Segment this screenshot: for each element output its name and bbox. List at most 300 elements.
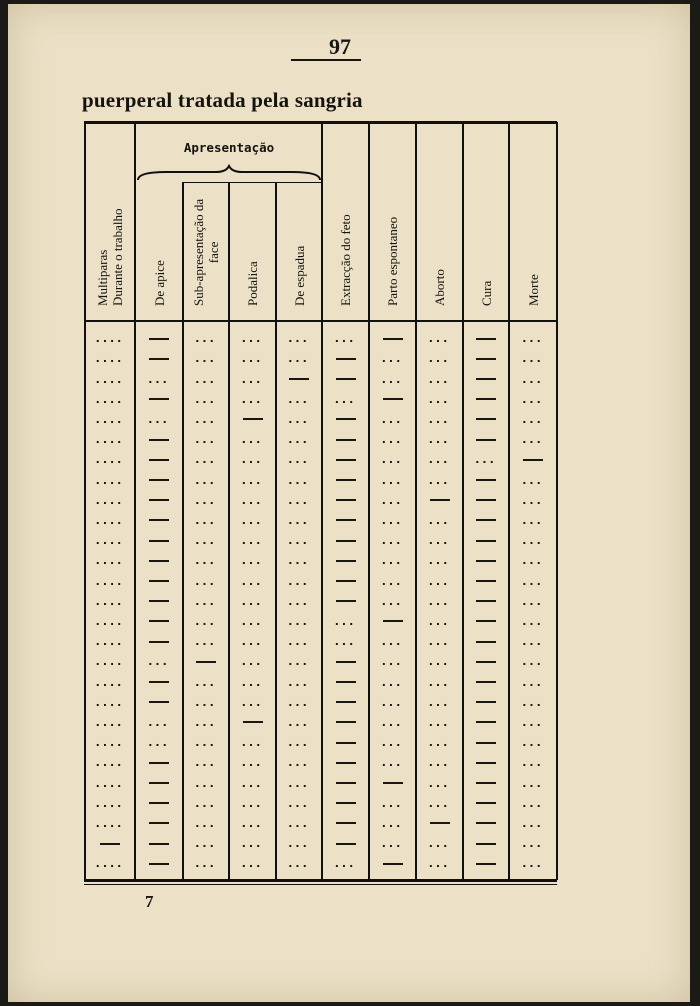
dash-mark [336, 519, 356, 521]
table-cell [136, 570, 182, 591]
table-cell [136, 591, 182, 612]
dot-leader: ... [288, 554, 310, 568]
dot-leader: .... [95, 796, 125, 810]
table-cell [417, 752, 462, 773]
table-cell [184, 510, 228, 531]
table-cell [230, 631, 275, 652]
dash-mark [149, 358, 169, 360]
dash-mark [476, 580, 496, 582]
dot-leader: ... [428, 635, 451, 649]
table-title: puerperal tratada pela sangria [82, 88, 363, 112]
table-cell [86, 328, 134, 349]
dot-leader: ... [522, 433, 544, 447]
table-cell [464, 772, 508, 793]
dot-leader: ... [522, 332, 544, 346]
dash-mark [336, 802, 356, 804]
table-cell [510, 692, 556, 713]
dot-leader: ... [241, 352, 264, 366]
table-cell [136, 772, 182, 793]
table-cell [323, 328, 368, 349]
table-cell [136, 732, 182, 753]
table-cell [370, 591, 415, 612]
table-cell [464, 611, 508, 632]
dot-leader: ... [522, 534, 544, 548]
table-cell [184, 651, 228, 672]
table-cell [277, 368, 321, 389]
column-header-parto-espontaneo [370, 138, 415, 314]
table-cell [323, 833, 368, 854]
dot-leader: ... [148, 655, 170, 669]
table-cell [86, 611, 134, 632]
table-cell [86, 570, 134, 591]
column-rule [556, 122, 558, 880]
column-header-de-apice [136, 138, 182, 314]
table-cell [136, 550, 182, 571]
dot-leader: ... [241, 776, 264, 790]
dash-mark [149, 459, 169, 461]
dot-leader: ... [288, 816, 310, 830]
dot-leader: ... [241, 756, 264, 770]
table-cell [277, 348, 321, 369]
dot-leader: ... [522, 513, 544, 527]
column-header-text: Parto espontaneo [385, 216, 400, 306]
dash-mark [149, 843, 169, 845]
table-cell [230, 712, 275, 733]
table-cell [323, 692, 368, 713]
dot-leader: ... [195, 493, 217, 507]
dash-mark [523, 459, 543, 461]
dash-mark [476, 600, 496, 602]
table-cell [370, 570, 415, 591]
dot-leader: ... [381, 513, 404, 527]
table-cell [86, 469, 134, 490]
dot-leader: ... [428, 372, 451, 386]
dot-leader: ... [522, 736, 544, 750]
table-cell [86, 793, 134, 814]
table-cell [277, 752, 321, 773]
dash-mark [100, 843, 120, 845]
table-cell [417, 389, 462, 410]
table-cell [510, 772, 556, 793]
dot-leader: ... [428, 857, 451, 871]
dot-leader: ... [241, 614, 264, 628]
table-cell [510, 752, 556, 773]
table-cell [370, 692, 415, 713]
dot-leader: ... [241, 736, 264, 750]
table-cell [277, 490, 321, 511]
table-cell [464, 449, 508, 470]
table-cell [417, 368, 462, 389]
table-cell [86, 692, 134, 713]
table-cell [230, 389, 275, 410]
dash-mark [476, 681, 496, 683]
table-cell [370, 429, 415, 450]
table-cell [323, 409, 368, 430]
table-cell [230, 510, 275, 531]
dash-mark [336, 439, 356, 441]
dot-leader: ... [381, 715, 404, 729]
dot-leader: ... [195, 453, 217, 467]
dash-mark [196, 661, 216, 663]
table-cell [230, 550, 275, 571]
dash-mark [476, 560, 496, 562]
table-cell [510, 631, 556, 652]
dot-leader: ... [381, 695, 404, 709]
table-cell [510, 389, 556, 410]
table-cell [230, 732, 275, 753]
dash-mark [476, 358, 496, 360]
dot-leader: ... [195, 756, 217, 770]
dot-leader: .... [95, 352, 125, 366]
table-cell [370, 550, 415, 571]
dot-leader: ... [428, 433, 451, 447]
table-cell [277, 510, 321, 531]
table-cell [277, 389, 321, 410]
dot-leader: ... [241, 857, 264, 871]
dot-leader: ... [334, 332, 357, 346]
table-cell [136, 490, 182, 511]
table-cell [464, 469, 508, 490]
table-cell [184, 409, 228, 430]
table-cell [370, 813, 415, 834]
table-cell [184, 611, 228, 632]
table-cell [277, 813, 321, 834]
table-cell [417, 449, 462, 470]
dot-leader: .... [95, 816, 125, 830]
dot-leader: ... [288, 332, 310, 346]
table-cell [464, 591, 508, 612]
dot-leader: ... [288, 614, 310, 628]
dash-mark [476, 641, 496, 643]
table-cell [323, 631, 368, 652]
column-header-text: Aborto [432, 269, 447, 306]
table-cell [136, 409, 182, 430]
table-cell [323, 772, 368, 793]
dash-mark [476, 338, 496, 340]
table-cell [510, 510, 556, 531]
column-header-text: Sub-apresentação da [191, 198, 206, 306]
dot-leader: ... [241, 433, 264, 447]
dot-leader: ... [241, 372, 264, 386]
dot-leader: ... [522, 695, 544, 709]
table-cell [277, 611, 321, 632]
dash-mark [149, 580, 169, 582]
dot-leader: ... [148, 715, 170, 729]
table-cell [230, 348, 275, 369]
table-cell [184, 328, 228, 349]
table-cell [86, 732, 134, 753]
dot-leader: ... [288, 453, 310, 467]
table-cell [323, 712, 368, 733]
table-cell [184, 570, 228, 591]
table-cell [230, 692, 275, 713]
column-header-text: Podalica [245, 261, 260, 306]
table-cell [464, 651, 508, 672]
table-cell [323, 793, 368, 814]
table-cell [184, 712, 228, 733]
dot-leader: ... [522, 655, 544, 669]
dot-leader: ... [288, 715, 310, 729]
table-cell [370, 833, 415, 854]
dot-leader: ... [195, 675, 217, 689]
dot-leader: ... [288, 655, 310, 669]
dot-leader: ... [288, 513, 310, 527]
dot-leader: ... [428, 594, 451, 608]
column-header-multiparas-durante [86, 138, 134, 314]
table-cell [136, 389, 182, 410]
table-cell [230, 752, 275, 773]
dot-leader: ... [241, 392, 264, 406]
column-header-text: face [206, 241, 221, 264]
table-cell [136, 651, 182, 672]
table-cell [86, 671, 134, 692]
dot-leader: ... [195, 857, 217, 871]
table-cell [86, 449, 134, 470]
dot-leader: ... [381, 594, 404, 608]
column-header-cura [464, 138, 508, 314]
table-cell [277, 712, 321, 733]
table-cell [323, 490, 368, 511]
dot-leader: ... [195, 352, 217, 366]
dot-leader: ... [288, 433, 310, 447]
table-cell [417, 772, 462, 793]
table-cell [464, 732, 508, 753]
page-number-rule [291, 59, 361, 61]
table-cell [230, 490, 275, 511]
table-cell [184, 389, 228, 410]
table-cell [417, 490, 462, 511]
table-cell [86, 389, 134, 410]
table-cell [230, 651, 275, 672]
dot-leader: ... [241, 594, 264, 608]
table-cell [136, 611, 182, 632]
table-cell [417, 550, 462, 571]
table-cell [510, 793, 556, 814]
table-cell [417, 692, 462, 713]
dash-mark [383, 398, 403, 400]
table-cell [230, 813, 275, 834]
table-cell [510, 368, 556, 389]
column-header-text: Morte [525, 274, 541, 306]
table-cell [370, 752, 415, 773]
table-cell [417, 510, 462, 531]
table-cell [86, 631, 134, 652]
dash-mark [336, 479, 356, 481]
dot-leader: ... [241, 534, 264, 548]
table-cell [464, 853, 508, 874]
dot-leader: ... [334, 614, 357, 628]
table-cell [86, 813, 134, 834]
dot-leader: ... [148, 412, 170, 426]
table-cell [510, 671, 556, 692]
dot-leader: ... [522, 614, 544, 628]
table-cell [417, 671, 462, 692]
table-cell [464, 752, 508, 773]
table-cell [510, 429, 556, 450]
dash-mark [336, 661, 356, 663]
dot-leader: ... [195, 372, 217, 386]
dash-mark [476, 418, 496, 420]
dash-mark [149, 701, 169, 703]
dot-leader: ... [195, 433, 217, 447]
dash-mark [149, 439, 169, 441]
dot-leader: ... [148, 736, 170, 750]
table-cell [464, 833, 508, 854]
dash-mark [476, 721, 496, 723]
table-cell [510, 651, 556, 672]
dash-mark [476, 620, 496, 622]
table-cell [510, 712, 556, 733]
dot-leader: ... [522, 473, 544, 487]
table-cell [136, 752, 182, 773]
table-cell [86, 752, 134, 773]
table-cell [323, 449, 368, 470]
dot-leader: ... [522, 392, 544, 406]
table-cell [86, 510, 134, 531]
dash-mark [149, 762, 169, 764]
table-cell [510, 570, 556, 591]
table-cell [86, 853, 134, 874]
table-cell [370, 631, 415, 652]
table-cell [417, 328, 462, 349]
table-cell [464, 510, 508, 531]
table-cell [86, 348, 134, 369]
dot-leader: ... [381, 675, 404, 689]
dot-leader: ... [522, 372, 544, 386]
dot-leader: ... [195, 332, 217, 346]
dot-leader: ... [381, 635, 404, 649]
dot-leader: ... [195, 635, 217, 649]
dash-mark [476, 398, 496, 400]
dot-leader: ... [195, 574, 217, 588]
dash-mark [336, 540, 356, 542]
table-cell [86, 772, 134, 793]
dash-mark [149, 479, 169, 481]
dash-mark [149, 398, 169, 400]
table-cell [370, 853, 415, 874]
dot-leader: ... [241, 574, 264, 588]
table-cell [136, 631, 182, 652]
dash-mark [149, 519, 169, 521]
dot-leader: ... [195, 594, 217, 608]
dot-leader: .... [95, 332, 125, 346]
table-cell [510, 490, 556, 511]
dot-leader: .... [95, 534, 125, 548]
table-cell [277, 429, 321, 450]
table-cell [370, 490, 415, 511]
dash-mark [149, 681, 169, 683]
table-column-c6 [323, 328, 368, 873]
table-cell [510, 348, 556, 369]
dot-leader: ... [522, 635, 544, 649]
dot-leader: ... [428, 655, 451, 669]
table-cell [323, 813, 368, 834]
dot-leader: .... [95, 513, 125, 527]
dot-leader: ... [148, 372, 170, 386]
dash-mark [336, 459, 356, 461]
dash-mark [476, 701, 496, 703]
table-cell [464, 530, 508, 551]
dot-leader: ... [522, 594, 544, 608]
dash-mark [149, 802, 169, 804]
table-cell [323, 591, 368, 612]
dot-leader: ... [428, 412, 451, 426]
dash-mark [430, 822, 450, 824]
table-cell [86, 591, 134, 612]
dash-mark [149, 499, 169, 501]
table-cell [230, 409, 275, 430]
table-cell [510, 550, 556, 571]
dot-leader: ... [381, 453, 404, 467]
dot-leader: ... [381, 837, 404, 851]
dash-mark [336, 580, 356, 582]
dot-leader: .... [95, 392, 125, 406]
table-cell [86, 409, 134, 430]
table-cell [417, 429, 462, 450]
dash-mark [476, 439, 496, 441]
table-cell [370, 409, 415, 430]
dot-leader: ... [241, 635, 264, 649]
dot-leader: ... [381, 473, 404, 487]
table-cell [370, 530, 415, 551]
table-cell [510, 449, 556, 470]
dot-leader: .... [95, 412, 125, 426]
dash-mark [476, 378, 496, 380]
dash-mark [149, 863, 169, 865]
table-cell [184, 692, 228, 713]
dot-leader: ... [195, 816, 217, 830]
table-column-c9 [464, 328, 508, 873]
dot-leader: ... [195, 837, 217, 851]
table-cell [464, 429, 508, 450]
dash-mark [336, 762, 356, 764]
dash-mark [336, 782, 356, 784]
dash-mark [383, 863, 403, 865]
table-cell [510, 853, 556, 874]
table-cell [510, 611, 556, 632]
dash-mark [336, 378, 356, 380]
dot-leader: ... [241, 513, 264, 527]
table-cell [417, 853, 462, 874]
table-cell [417, 348, 462, 369]
table-cell [417, 591, 462, 612]
dash-mark [336, 701, 356, 703]
table-cell [136, 530, 182, 551]
column-header-text: Cura [478, 280, 494, 306]
table-cell [277, 732, 321, 753]
dash-mark [336, 822, 356, 824]
table-column-c1 [86, 328, 134, 873]
dot-leader: .... [95, 614, 125, 628]
table-cell [230, 368, 275, 389]
table-cell [323, 429, 368, 450]
table-cell [464, 631, 508, 652]
dot-leader: ... [428, 837, 451, 851]
table-cell [370, 389, 415, 410]
dot-leader: ... [241, 816, 264, 830]
dot-leader: ... [522, 574, 544, 588]
table-column-c3 [184, 328, 228, 873]
dot-leader: ... [241, 675, 264, 689]
dash-mark [336, 742, 356, 744]
table-cell [323, 611, 368, 632]
table-cell [277, 591, 321, 612]
dash-mark [336, 560, 356, 562]
column-header-text: De apice [151, 260, 167, 306]
table-cell [370, 449, 415, 470]
dot-leader: ... [288, 837, 310, 851]
dash-mark [336, 499, 356, 501]
